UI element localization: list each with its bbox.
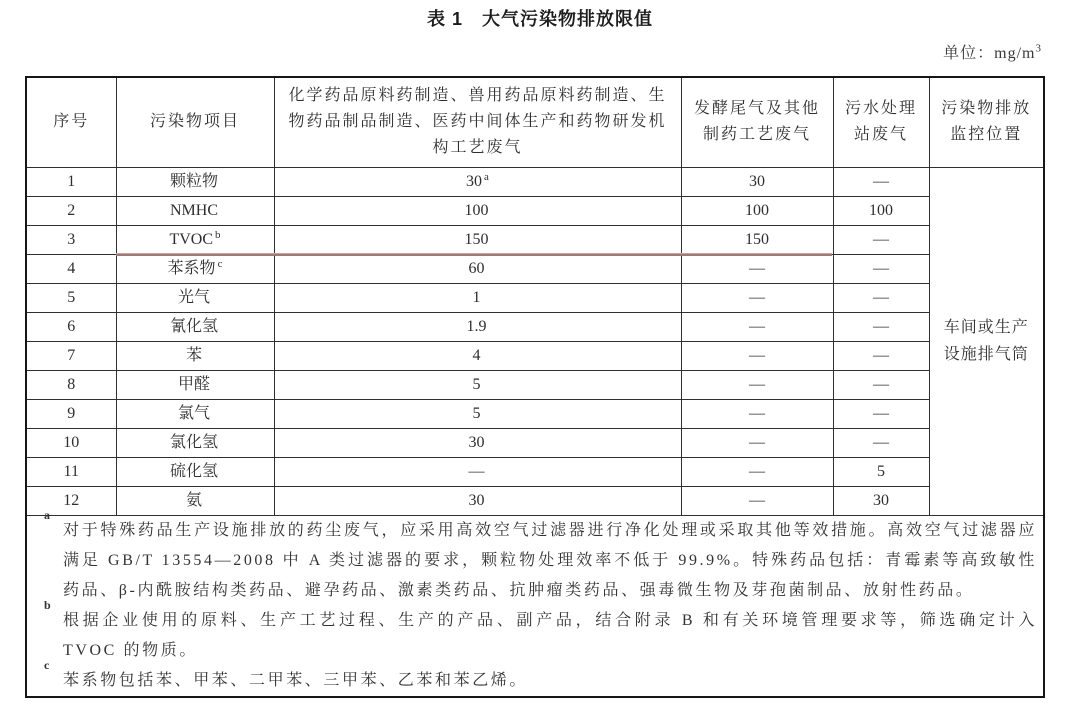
sewage-limit-cell: — xyxy=(833,283,929,312)
chem-limit-cell: 100 xyxy=(274,196,681,225)
sewage-limit-cell: — xyxy=(833,341,929,370)
sewage-limit-cell: — xyxy=(833,312,929,341)
table-row xyxy=(26,196,1044,225)
chem-limit-cell: 150 xyxy=(274,225,681,254)
table-row xyxy=(26,283,1044,312)
table-row xyxy=(26,457,1044,486)
serial-number-cell: 4 xyxy=(26,254,116,283)
pollutant-cell: 甲醛 xyxy=(116,370,274,399)
unit-text: 单位：mg/m xyxy=(943,45,1036,62)
fermentation-limit-cell: 30 xyxy=(681,167,833,196)
pollutant-cell: 苯 xyxy=(116,341,274,370)
serial-number-cell: 11 xyxy=(26,457,116,486)
chem-limit-cell: — xyxy=(274,457,681,486)
pollutant-cell: 硫化氢 xyxy=(116,457,274,486)
fermentation-limit-cell: — xyxy=(681,341,833,370)
table-row xyxy=(26,312,1044,341)
sewage-limit-cell: 30 xyxy=(833,486,929,515)
monitor-location-cell: 车间或生产设施排气筒 xyxy=(929,167,1044,515)
pollutant-cell: 颗粒物 xyxy=(116,167,274,196)
pollutant-cell: 氰化氢 xyxy=(116,312,274,341)
pollutant-cell: 氨 xyxy=(116,486,274,515)
table-row xyxy=(26,341,1044,370)
sewage-limit-cell: — xyxy=(833,399,929,428)
pollutant-cell: 氯气 xyxy=(116,399,274,428)
chem-limit-cell: 1.9 xyxy=(274,312,681,341)
pollutant-cell: 光气 xyxy=(116,283,274,312)
pollutant-cell: TVOC $^b$ xyxy=(116,225,274,254)
table-row xyxy=(26,486,1044,515)
header-pollutant-item: 污染物项目 xyxy=(116,77,274,167)
fermentation-limit-cell: — xyxy=(681,457,833,486)
serial-number-cell: 7 xyxy=(26,341,116,370)
fermentation-limit-cell: — xyxy=(681,428,833,457)
serial-number-cell: 12 xyxy=(26,486,116,515)
footnote-row xyxy=(26,515,1044,697)
fermentation-limit-cell: 100 xyxy=(681,196,833,225)
chem-limit-cell: 5 xyxy=(274,399,681,428)
sewage-limit-cell: 100 xyxy=(833,196,929,225)
chem-limit-cell: 4 xyxy=(274,341,681,370)
chem-limit-cell: 1 xyxy=(274,283,681,312)
serial-number-cell: 6 xyxy=(26,312,116,341)
pollutant-cell: 苯系物 $^c$ xyxy=(116,254,274,283)
sewage-limit-cell: — xyxy=(833,428,929,457)
serial-number-cell: 1 xyxy=(26,167,116,196)
header-monitor-location: 污染物排放监控位置 xyxy=(929,77,1044,167)
sewage-limit-cell: — xyxy=(833,225,929,254)
sewage-limit-cell: — xyxy=(833,167,929,196)
footnote: a 对于特殊药品生产设施排放的药尘废气，应采用高效空气过滤器进行净化处理或采取其他等效措施。高效空气过滤器应满足 GB/T 13554—2008 中 A 类过滤器的要求，颗粒物处理效率不低于 99.9%。特殊药品包括：青霉素等高致敏性药品、β-内酰胺结构类药品、避孕药品、激素类药品、抗肿瘤类药品、强毒微生物及芽孢菌制品、放射性药品。 xyxy=(44,507,1037,599)
table-row xyxy=(26,428,1044,457)
unit-superscript: 3 xyxy=(1035,42,1042,55)
chem-limit-cell: 60 xyxy=(274,254,681,283)
table-body xyxy=(26,167,1044,515)
footnote-ref-sup: a xyxy=(484,170,489,183)
fermentation-limit-cell: 150 xyxy=(681,225,833,254)
fermentation-limit-cell: — xyxy=(681,254,833,283)
footnotes xyxy=(26,507,1044,697)
fermentation-limit-cell: — xyxy=(681,312,833,341)
serial-number-cell: 8 xyxy=(26,370,116,399)
serial-number-cell: 5 xyxy=(26,283,116,312)
table-row xyxy=(26,225,1044,254)
footnote: c 苯系物包括苯、甲苯、二甲苯、三甲苯、乙苯和苯乙烯。 xyxy=(44,657,529,689)
fermentation-limit-cell: — xyxy=(681,283,833,312)
header-row xyxy=(26,77,1044,167)
header-sewage-station: 污水处理站废气 xyxy=(833,77,929,167)
footnote: b 根据企业使用的原料、生产工艺过程、生产的产品、副产品，结合附录 B 和有关环境管理要求等，筛选确定计入 TVOC 的物质。 xyxy=(44,597,1037,659)
table-row xyxy=(26,370,1044,399)
chem-limit-cell: 30 xyxy=(274,428,681,457)
sewage-limit-cell: — xyxy=(833,370,929,399)
footnote-text: 根据企业使用的原料、生产工艺过程、生产的产品、副产品，结合附录 B 和有关环境管理要求等，筛选确定计入 TVOC 的物质。 xyxy=(63,611,1037,659)
table-row xyxy=(26,167,1044,196)
chem-limit-cell: 30 $^a$ xyxy=(274,167,681,196)
fermentation-limit-cell: — xyxy=(681,399,833,428)
chem-limit-cell: 5 xyxy=(274,370,681,399)
header-serial-number: 序号 xyxy=(26,77,116,167)
footnote-text: 对于特殊药品生产设施排放的药尘废气，应采用高效空气过滤器进行净化处理或采取其他等效措施。高效空气过滤器应满足 GB/T 13554—2008 中 A 类过滤器的要求，颗粒物处理效率不低于 99.9%。特殊药品包括：青霉素等高致敏性药品、β-内酰胺结构类药品、避孕药品、激素类药品、抗肿瘤类药品、强毒微生物及芽孢菌制品、放射性药品。 xyxy=(63,521,1037,599)
table-row xyxy=(26,399,1044,428)
limits-table-wrapper xyxy=(25,76,1043,698)
serial-number-cell: 9 xyxy=(26,399,116,428)
header-chem-pharma-gas: 化学药品原料药制造、兽用药品原料药制造、生物药品制品制造、医药中间体生产和药物研发机构工艺废气 xyxy=(274,77,681,167)
header-fermentation-gas: 发酵尾气及其他制药工艺废气 xyxy=(681,77,833,167)
footnote-text: 苯系物包括苯、甲苯、二甲苯、三甲苯、乙苯和苯乙烯。 xyxy=(63,671,529,689)
fermentation-limit-cell: — xyxy=(681,370,833,399)
serial-number-cell: 10 xyxy=(26,428,116,457)
serial-number-cell: 3 xyxy=(26,225,116,254)
fermentation-limit-cell: — xyxy=(681,486,833,515)
footnote-ref-sup: c xyxy=(217,257,223,270)
unit-label xyxy=(943,40,1042,63)
sewage-limit-cell: — xyxy=(833,254,929,283)
table-row xyxy=(26,254,1044,283)
pollutant-cell: NMHC xyxy=(116,196,274,225)
sewage-limit-cell: 5 xyxy=(833,457,929,486)
footnote-ref-sup: b xyxy=(215,228,221,241)
chem-limit-cell: 30 xyxy=(274,486,681,515)
pollutant-cell: 氯化氢 xyxy=(116,428,274,457)
serial-number-cell: 2 xyxy=(26,196,116,225)
emission-limits-table xyxy=(25,76,1045,698)
table-title: 表 1 大气污染物排放限值 xyxy=(426,9,653,29)
